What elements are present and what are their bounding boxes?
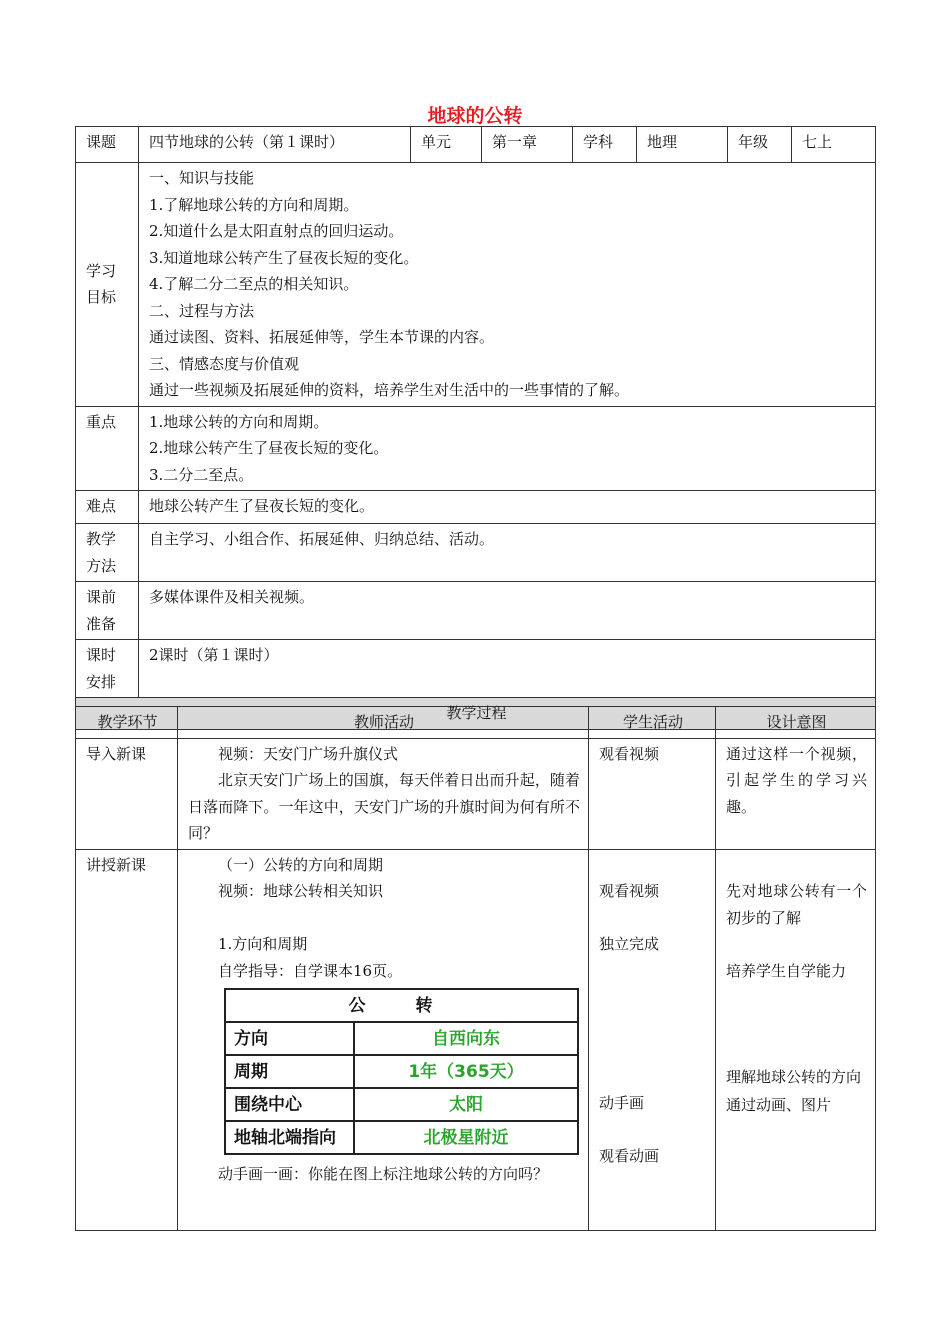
intro-stage: 导入新课 — [76, 738, 178, 849]
revolution-key: 方向 — [225, 1022, 354, 1055]
col-teacher: 教师活动 — [178, 707, 589, 739]
schedule-label-2: 安排 — [86, 672, 117, 691]
method-label-1: 教学 — [86, 530, 117, 548]
goal-line: 2.知道什么是太阳直射点的回归运动。 — [149, 222, 404, 240]
goals-row — [76, 163, 876, 407]
schedule-label-1: 课时 — [86, 646, 117, 664]
lecture-student-line: 独立完成 — [599, 935, 660, 953]
subject-label: 学科 — [573, 127, 637, 163]
intro-teacher-para: 北京天安门广场上的国旗，每天伴着日出而升起，随着日落而降下。一年这中，天安门广场的升旗时间为何有所不同？ — [188, 771, 580, 842]
goals-label-1: 学习 — [86, 261, 117, 280]
lesson-plan-body — [75, 126, 876, 730]
lecture-stage: 讲授新课 — [76, 849, 178, 1230]
goals-label-2: 目标 — [86, 288, 117, 307]
intro-teacher — [178, 738, 589, 849]
revolution-value: 1年（365天） — [354, 1055, 578, 1088]
schedule-content: 2课时（第１课时） — [139, 640, 876, 698]
prep-label-1: 课前 — [86, 588, 117, 606]
method-label-2: 方法 — [86, 556, 117, 575]
unit-label: 单元 — [411, 127, 482, 163]
revolution-key: 围绕中心 — [225, 1088, 354, 1121]
grade-value: 七上 — [792, 127, 876, 163]
lecture-student-line: 动手画 — [599, 1094, 645, 1112]
lecture-teacher-line: 视频：地球公转相关知识 — [218, 882, 384, 900]
goal-line: 通过读图、资料、拓展延伸等，学生本节课的内容。 — [149, 328, 495, 346]
col-intent: 设计意图 — [716, 707, 876, 739]
intro-student: 观看视频 — [589, 738, 716, 849]
revolution-table-header: 公 转 — [225, 989, 578, 1022]
goal-line: 4.了解二分二至点的相关知识。 — [149, 275, 359, 293]
key-points-row — [76, 406, 876, 491]
schedule-label — [76, 640, 139, 698]
lecture-teacher — [178, 849, 589, 1230]
lecture-intent-line: 先对地球公转有一个初步的了解 — [726, 882, 867, 927]
revolution-key: 周期 — [225, 1055, 354, 1088]
lecture-student-line: 观看视频 — [599, 882, 660, 900]
intro-row — [76, 738, 876, 849]
key-point-line: 1.地球公转的方向和周期。 — [149, 412, 329, 431]
goal-line: 三、情感态度与价值观 — [149, 354, 300, 373]
lecture-intent-line: 通过动画、图片 — [726, 1096, 832, 1114]
unit-value: 第一章 — [482, 127, 573, 163]
ke-ti-label: 课题 — [76, 127, 139, 163]
revolution-key: 地轴北端指向 — [225, 1121, 354, 1154]
lecture-teacher-draw: 动手画一画：你能在图上标注地球公转的方向吗？ — [218, 1165, 549, 1183]
intro-intent: 通过这样一个视频，引起学生的学习兴趣。 — [716, 738, 876, 849]
key-point-line: 3.二分二至点。 — [149, 465, 254, 484]
revolution-value: 太阳 — [354, 1088, 578, 1121]
goal-line: 一、知识与技能 — [149, 169, 255, 187]
process-columns-row — [76, 707, 876, 739]
col-stage: 教学环节 — [76, 707, 178, 739]
difficulty-label: 难点 — [76, 491, 139, 524]
revolution-value: 自西向东 — [354, 1022, 578, 1055]
header-row — [76, 127, 876, 163]
page-title: 地球的公转 — [427, 105, 523, 127]
col-student: 学生活动 — [589, 707, 716, 739]
prep-label-2: 准备 — [86, 614, 117, 633]
grade-label: 年级 — [728, 127, 792, 163]
schedule-row — [76, 640, 876, 698]
lecture-teacher-line: （一）公转的方向和周期 — [218, 855, 384, 874]
goal-line: 通过一些视频及拓展延伸的资料，培养学生对生活中的一些事情的了解。 — [149, 381, 630, 399]
process-heading: 教学过程 — [76, 698, 876, 730]
lecture-teacher-line: 自学指导：自学课本16页。 — [218, 961, 403, 980]
prep-row — [76, 582, 876, 640]
goal-line: 3.知道地球公转产生了昼夜长短的变化。 — [149, 248, 419, 267]
key-point-line: 2.地球公转产生了昼夜长短的变化。 — [149, 439, 389, 457]
lecture-student — [589, 849, 716, 1230]
key-points-content — [139, 406, 876, 491]
prep-content: 多媒体课件及相关视频。 — [139, 582, 876, 640]
revolution-table — [224, 988, 579, 1155]
goal-line: 1.了解地球公转的方向和周期。 — [149, 195, 359, 214]
lecture-intent-line: 培养学生自学能力 — [726, 961, 847, 980]
difficulty-content: 地球公转产生了昼夜长短的变化。 — [139, 491, 876, 524]
method-label — [76, 524, 139, 582]
key-points-label: 重点 — [76, 406, 139, 491]
revolution-value: 北极星附近 — [354, 1121, 578, 1154]
subject-value: 地理 — [637, 127, 728, 163]
lecture-intent-line: 理解地球公转的方向 — [726, 1067, 862, 1086]
prep-label — [76, 582, 139, 640]
intro-teacher-line: 视频：天安门广场升旗仪式 — [218, 744, 399, 763]
lecture-intent — [716, 849, 876, 1230]
lecture-student-line: 观看动画 — [599, 1147, 660, 1165]
goals-content — [139, 163, 876, 407]
goals-label — [76, 163, 139, 407]
ke-ti-value: 四节地球的公转（第１课时） — [139, 127, 411, 163]
lecture-row — [76, 849, 876, 1230]
goal-line: 二、过程与方法 — [149, 301, 255, 320]
lecture-teacher-line: 1.方向和周期 — [218, 935, 308, 953]
process-table — [75, 706, 876, 1231]
difficulty-row — [76, 491, 876, 524]
method-row — [76, 524, 876, 582]
method-content: 自主学习、小组合作、拓展延伸、归纳总结、活动。 — [139, 524, 876, 582]
